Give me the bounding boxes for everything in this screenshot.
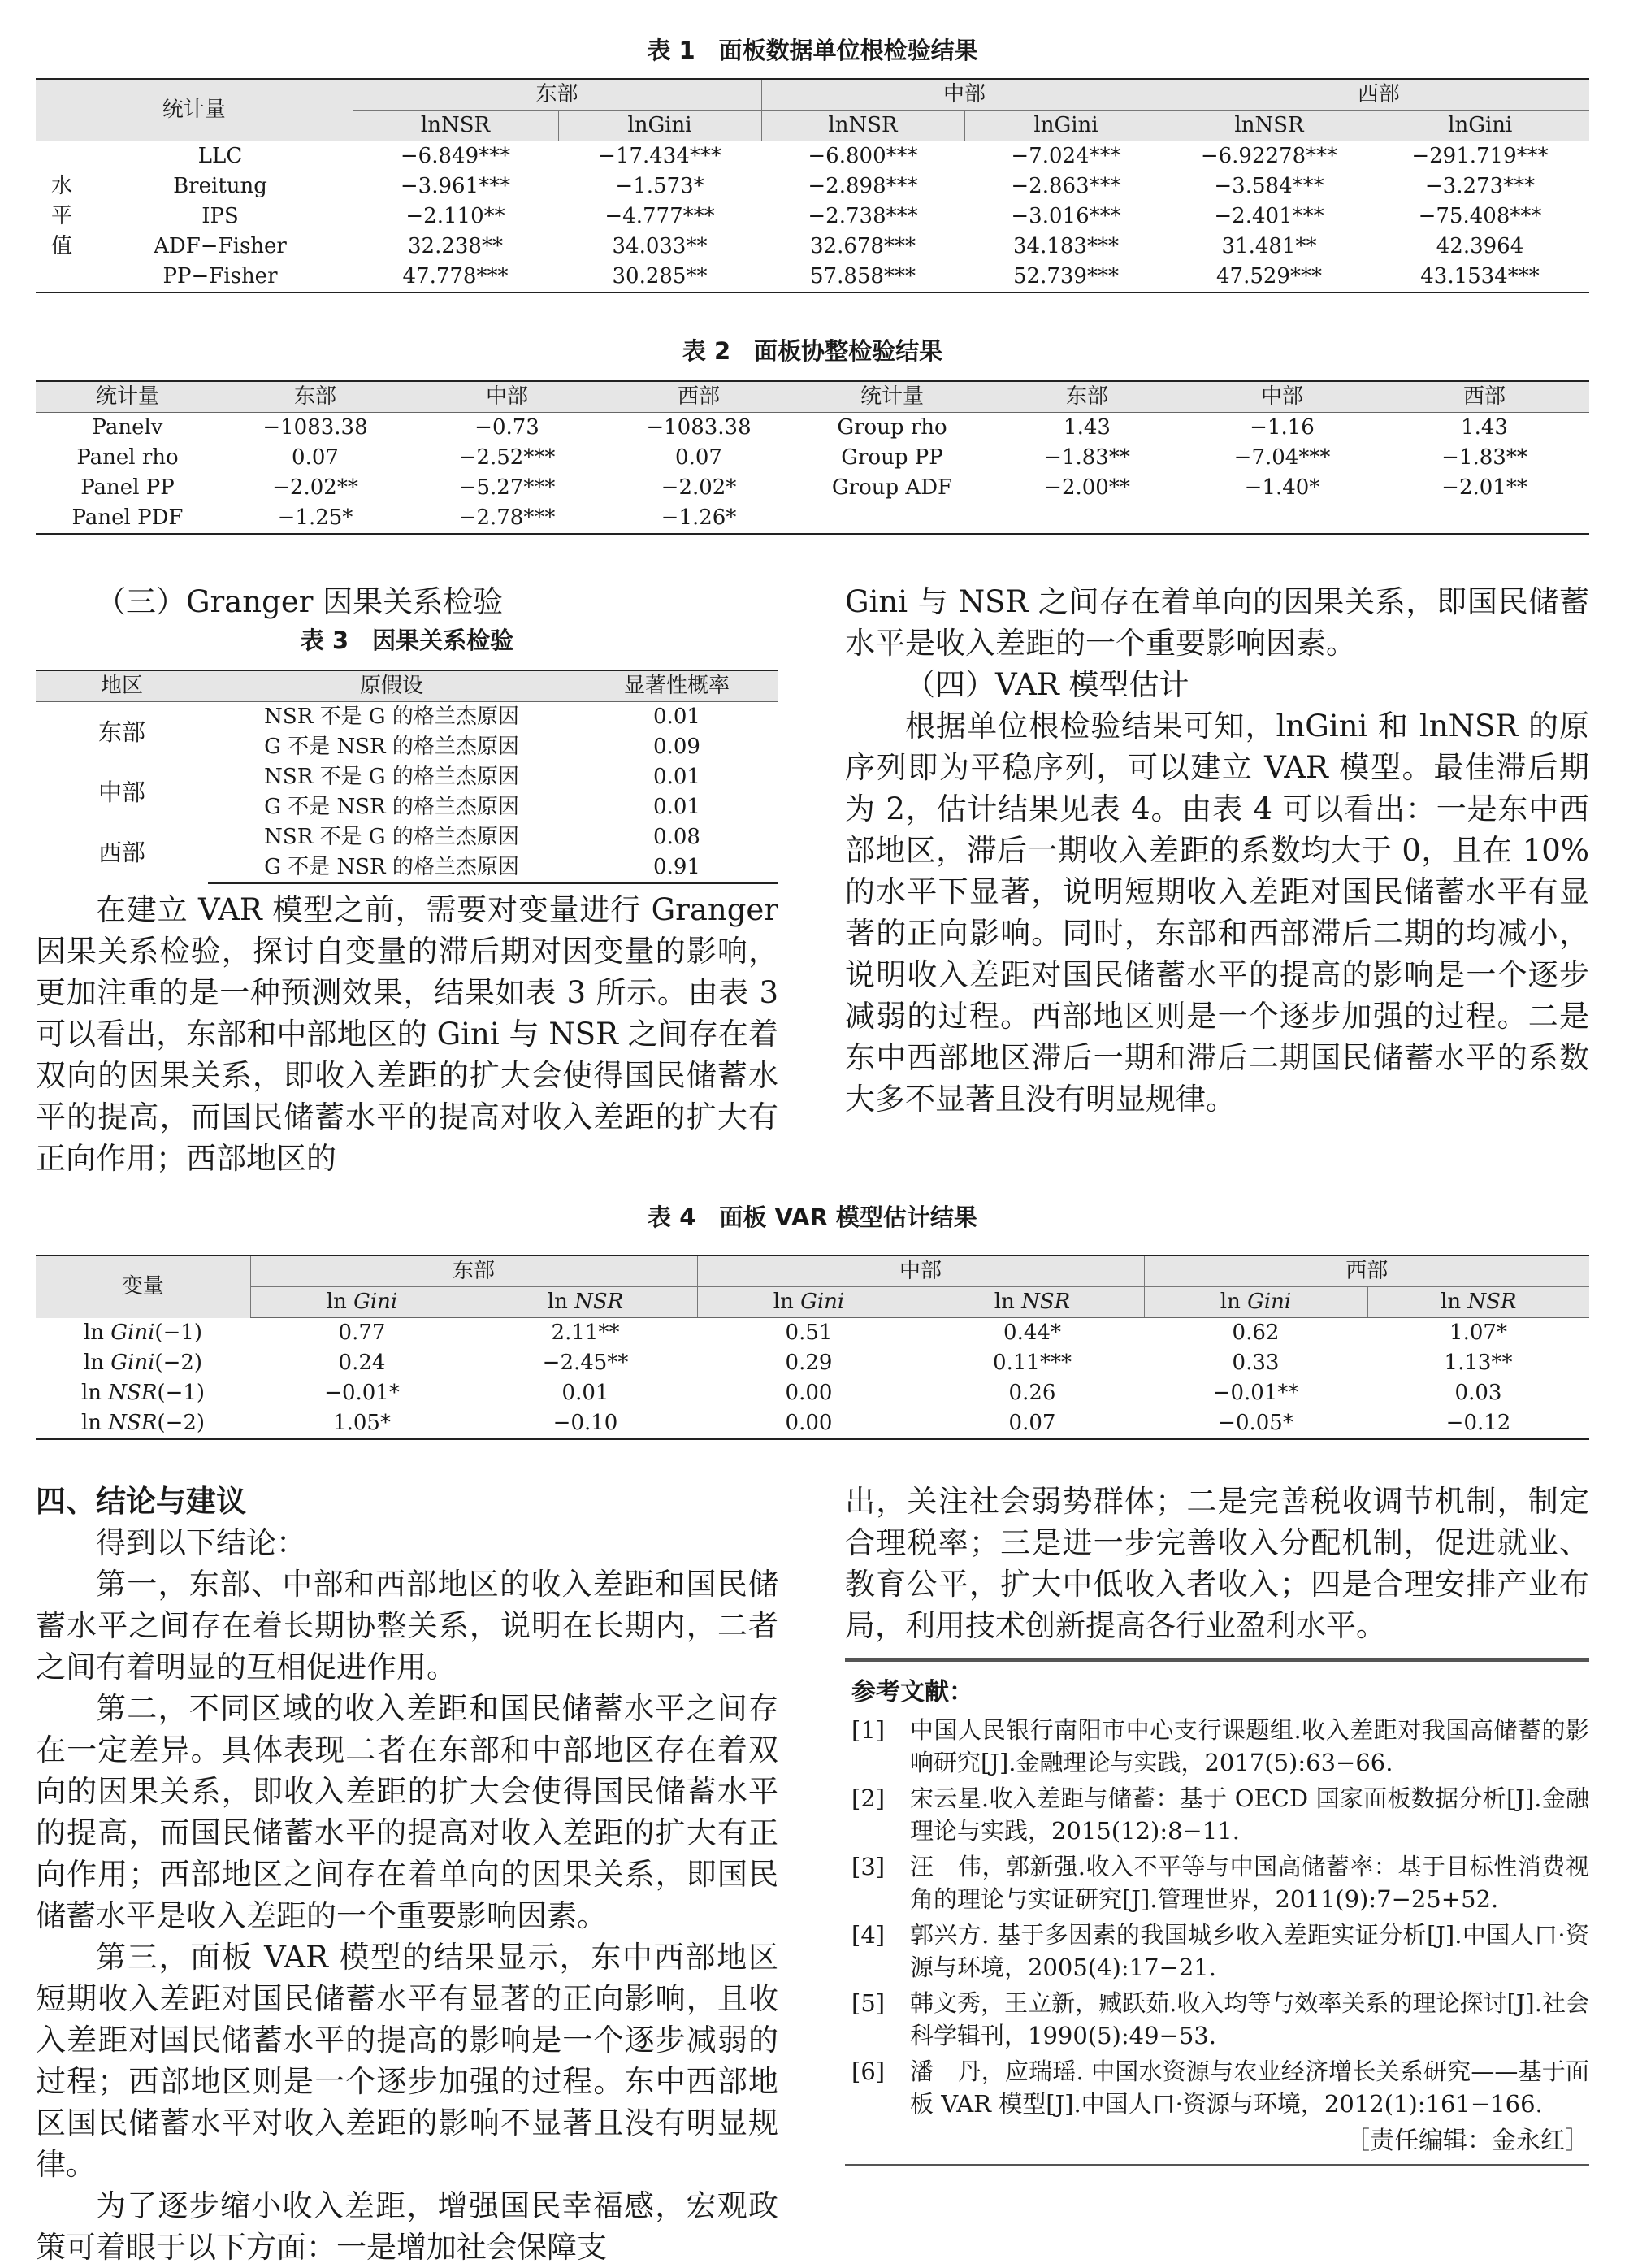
table-cell: −4.777*** [604, 204, 715, 228]
table-cell: Panel PDF [36, 503, 219, 534]
left-column-upper [36, 581, 778, 1179]
table-row [36, 141, 1589, 172]
table-row [36, 443, 1589, 473]
ln-prefix: ln [1220, 1290, 1248, 1314]
table-row [36, 262, 1589, 293]
table-row [36, 473, 1589, 503]
table-row [36, 702, 778, 733]
table1-side-label: 水 [50, 174, 72, 198]
table-cell: 2.11** [551, 1320, 620, 1345]
table-cell [795, 503, 990, 534]
table1-row-name: LLC [197, 143, 243, 168]
table-cell: −3.584*** [1214, 174, 1324, 198]
table4-var [1144, 1287, 1367, 1318]
reference-item [852, 2055, 1589, 2120]
table4-caption: 表 4 面板 VAR 模型估计结果 [648, 1203, 977, 1231]
ln-prefix: ln [83, 1351, 111, 1375]
table-cell: 0.09 [653, 735, 700, 759]
table-cell: 42.3964 [1436, 234, 1524, 258]
table1-row-name: Breitung [173, 174, 267, 198]
reference-number: [2] [852, 1784, 886, 1812]
table-cell: NSR 不是 G 的格兰杰原因 [264, 825, 519, 849]
table-cell: 0.03 [1454, 1381, 1502, 1405]
table-cell: 0.33 [1232, 1351, 1280, 1375]
table2-header: 统计量 [36, 381, 219, 413]
table-cell: −2.01** [1441, 475, 1528, 500]
table4-row-name [36, 1318, 250, 1349]
paragraph: 在建立 VAR 模型之前，需要对变量进行 Granger 因果关系检验，探讨自变量的滞后期对因变量的影响，更加注重的是一种预测效果，结果如表 3 所示。由表 3 可以看出，东部和中部地区的 Gini 与 NSR 之间存在着双向的因果关系，即收入差距的扩大会使得国民储蓄水平的提高，而国民储蓄水平的提高对收入差距的扩大有正向作用；西部地区的 [36, 892, 778, 1176]
table-cell: NSR 不是 G 的格兰杰原因 [264, 705, 519, 729]
right-column-lower [845, 1481, 1589, 2166]
table1-region: 西部 [1168, 79, 1589, 111]
ln-prefix: ln [547, 1290, 575, 1314]
paragraph: 为了逐步缩小收入差距，增强国民幸福感，宏观政策可着眼于以下方面：一是增加社会保障支 [36, 2188, 778, 2265]
table1-region: 中部 [761, 79, 1168, 111]
table3-region: 东部 [98, 718, 145, 746]
ln-prefix: ln [80, 1411, 109, 1435]
var-name: NSR [574, 1290, 624, 1314]
table-cell [1185, 503, 1380, 534]
table-cell: −3.273*** [1424, 174, 1536, 198]
table-cell: G 不是 NSR 的格兰杰原因 [264, 735, 519, 759]
table-cell: −2.78*** [411, 503, 603, 534]
table-cell: 0.01 [653, 705, 700, 729]
table1-stat-header: 统计量 [36, 79, 353, 141]
table-cell: 0.00 [697, 1408, 921, 1439]
var-name: NSR [1467, 1290, 1517, 1314]
table-cell: −2.02* [661, 475, 737, 500]
table-cell: 0.77 [338, 1320, 386, 1345]
table4-region: 东部 [250, 1255, 697, 1287]
table-cell: −75.408*** [1418, 204, 1542, 228]
table-cell: −2.898*** [808, 174, 918, 198]
table-cell: 31.481** [1221, 234, 1317, 258]
table-cell: −1.26* [603, 503, 795, 534]
table-cell: 0.29 [785, 1351, 833, 1375]
reference-text: 汪 伟，郭新强.收入不平等与中国高储蓄率：基于目标性消费视角的理论与实证研究[J].管理世界，2011(9):7−25+52. [910, 1853, 1589, 1913]
table3-region: 西部 [98, 839, 145, 866]
table1-row-name: ADF−Fisher [154, 234, 287, 258]
table-row [36, 1378, 1589, 1408]
reference-text: 宋云星.收入差距与储蓄：基于 OECD 国家面板数据分析[J].金融理论与实践，2015(12):8−11. [910, 1784, 1589, 1845]
table-cell: G 不是 NSR 的格兰杰原因 [208, 852, 575, 883]
table-cell: 0.01 [561, 1381, 609, 1405]
table2 [36, 380, 1589, 535]
table-cell: −1.16 [1250, 415, 1315, 440]
table-row [36, 822, 778, 852]
paragraph: 根据单位根检验结果可知，lnGini 和 lnNSR 的原序列即为平稳序列，可以建立 VAR 模型。最佳滞后期为 2，估计结果见表 4。由表 4 可以看出：一是东中西部地区，滞后一期收入差距的系数均大于 0，且在 10%的水平下显著，说明短期收入差距对国民储蓄水平有显著的正向影响。同时，东部和西部滞后二期的均减小，说明收入差距对国民储蓄水平的提高的影响是一个逐步减弱的过程。西部地区则是一个逐步加强的过程。二是东中西部地区滞后一期和滞后二期国民储蓄水平的系数大多不显著且没有明显规律。 [845, 709, 1589, 1117]
table-cell: 0.07 [292, 445, 339, 470]
table3-region: 中部 [98, 778, 145, 806]
lag: (−1) [154, 1320, 203, 1345]
table-cell: 0.01 [653, 795, 700, 819]
table-cell: 0.08 [653, 825, 700, 849]
table2-header: 中部 [411, 381, 603, 413]
table-cell: 43.1534*** [1371, 262, 1589, 293]
table-cell: −1083.38 [262, 415, 368, 440]
table-cell: −1.40* [1244, 475, 1320, 500]
var-name: Gini [353, 1290, 398, 1314]
table4-row-name [36, 1408, 250, 1439]
table-cell: Group rho [837, 415, 947, 440]
table-cell: −17.434*** [598, 144, 722, 168]
table1-row-name: IPS [202, 204, 239, 228]
references-rule [845, 1658, 1589, 1662]
lag: (−2) [154, 1351, 203, 1375]
table1 [36, 78, 1589, 293]
table2-header: 西部 [603, 381, 795, 413]
table-cell: Panelv [92, 415, 163, 440]
table-cell: 0.91 [575, 852, 778, 883]
var-name: Gini [110, 1351, 155, 1375]
table1-var: lnNSR [761, 111, 964, 141]
table-row [36, 171, 1589, 202]
table4-region: 中部 [697, 1255, 1144, 1287]
table-cell: 47.778*** [353, 262, 558, 293]
paragraph: Gini 与 NSR 之间存在着单向的因果关系，即国民储蓄水平是收入差距的一个重要影响因素。 [845, 584, 1589, 661]
table-row [36, 1318, 1589, 1349]
table4-region: 西部 [1144, 1255, 1589, 1287]
ln-prefix: ln [1441, 1290, 1468, 1314]
table4-row-name [36, 1378, 250, 1408]
paragraph: 出，关注社会弱势群体；二是完善税收调节机制，制定合理税率；三是进一步完善收入分配机制，促进就业、教育公平，扩大中低收入者收入；四是合理安排产业布局，利用技术创新提高各行业盈利水平。 [845, 1484, 1589, 1643]
conclusion-title: 四、结论与建议 [36, 1484, 246, 1519]
table-cell: −7.024*** [1011, 144, 1121, 168]
table-cell: −0.10 [474, 1408, 697, 1439]
reference-number: [4] [852, 1921, 886, 1949]
reference-item [852, 1782, 1589, 1847]
table-cell: NSR 不是 G 的格兰杰原因 [264, 765, 519, 789]
table-cell: −2.52*** [458, 445, 556, 470]
table-cell: −1.83** [1044, 445, 1130, 470]
references [845, 1676, 1589, 2157]
table-cell: 1.43 [1064, 415, 1111, 440]
var-name: NSR [108, 1381, 158, 1405]
table1-var: lnGini [558, 111, 761, 141]
table-cell: Panel rho [76, 445, 179, 470]
reference-item [852, 1714, 1589, 1779]
table-cell [990, 503, 1185, 534]
table3-header: 地区 [36, 670, 208, 702]
table3 [36, 670, 778, 884]
table-cell: −0.01** [1212, 1381, 1299, 1405]
table-cell: 0.01 [653, 765, 700, 789]
table-row [36, 413, 1589, 444]
table-cell: −2.45** [542, 1351, 629, 1375]
table-cell: G 不是 NSR 的格兰杰原因 [264, 795, 519, 819]
lag: (−1) [157, 1381, 206, 1405]
table4-var [474, 1287, 697, 1318]
reference-text: 中国人民银行南阳市中心支行课题组.收入差距对我国高储蓄的影响研究[J].金融理论与实践，2017(5):63−66. [910, 1716, 1589, 1776]
table-cell: −2.401*** [1214, 204, 1324, 228]
table4-var [921, 1287, 1144, 1318]
table-row [36, 1408, 1589, 1439]
table-cell: −0.01* [324, 1381, 400, 1405]
paragraph: 得到以下结论： [96, 1525, 306, 1560]
table1-var: lnNSR [1168, 111, 1371, 141]
var-name: Gini [1247, 1290, 1292, 1314]
table1-var: lnGini [1371, 111, 1589, 141]
table1-side-label: 值 [50, 234, 72, 258]
table-cell: 0.11*** [993, 1351, 1072, 1375]
table2-header: 东部 [219, 381, 411, 413]
page [36, 33, 1589, 2265]
reference-text: 潘 丹，应瑞瑶. 中国水资源与农业经济增长关系研究——基于面板 VAR 模型[J].中国人口·资源与环境，2012(1):161−166. [910, 2058, 1589, 2118]
table-cell: 1.13** [1444, 1351, 1513, 1375]
paragraph: 第一，东部、中部和西部地区的收入差距和国民储蓄水平之间存在着长期协整关系，说明在长期内，二者之间有着明显的互相促进作用。 [36, 1567, 778, 1685]
table2-header: 中部 [1185, 381, 1380, 413]
table-cell: −2.738*** [808, 204, 918, 228]
table-cell: 0.07 [675, 445, 722, 470]
table4-var [697, 1287, 921, 1318]
table-cell: −7.04*** [1233, 445, 1331, 470]
table-cell: −3.016*** [1011, 204, 1121, 228]
reference-number: [5] [852, 1989, 886, 2017]
table-cell: 34.183*** [1013, 234, 1119, 258]
ln-prefix: ln [83, 1320, 111, 1345]
table4-var-header: 变量 [36, 1255, 250, 1318]
table-cell: −6.800*** [808, 144, 918, 168]
table3-header: 显著性概率 [575, 670, 778, 702]
table-cell: −0.12 [1367, 1408, 1589, 1439]
ln-prefix: ln [994, 1290, 1022, 1314]
table-cell: 0.62 [1232, 1320, 1280, 1345]
table-cell [1380, 503, 1589, 534]
table1-side-label: 平 [50, 204, 72, 228]
table-cell: 57.858*** [761, 262, 964, 293]
table-cell: Panel PP [80, 475, 175, 500]
table-cell: 1.05* [250, 1408, 474, 1439]
right-column-upper [845, 581, 1589, 1120]
table-cell: −1.25* [219, 503, 411, 534]
section4-title: （四）VAR 模型估计 [905, 667, 1190, 702]
reference-number: [1] [852, 1716, 886, 1744]
table-cell: 32.238** [408, 234, 503, 258]
table-cell: 1.43 [1461, 415, 1508, 440]
table-cell: 0.44* [1003, 1320, 1061, 1345]
ln-prefix: ln [80, 1381, 109, 1405]
var-name: Gini [800, 1290, 845, 1314]
editor-note: ［责任编辑：金永红］ [1346, 2127, 1589, 2155]
table-row [36, 1348, 1589, 1378]
table-row [36, 202, 1589, 232]
table3-header: 原假设 [208, 670, 575, 702]
table-cell: 47.529*** [1168, 262, 1371, 293]
table-cell: −5.27*** [458, 475, 556, 500]
table-cell: −1083.38 [646, 415, 752, 440]
table3-caption: 表 3 因果关系检验 [300, 627, 514, 654]
table-cell: Group PP [841, 445, 943, 470]
table-cell: −291.719*** [1411, 144, 1549, 168]
table2-header: 统计量 [795, 381, 990, 413]
table4-var [1367, 1287, 1589, 1318]
reference-text: 郭兴方. 基于多因素的我国城乡收入差距实证分析[J].中国人口·资源与环境，2005(4):17−21. [910, 1921, 1589, 1981]
table2-header: 东部 [990, 381, 1185, 413]
table4-row-name [36, 1348, 250, 1378]
var-name: Gini [110, 1320, 155, 1345]
reference-number: [6] [852, 2058, 886, 2085]
table-cell: 0.51 [785, 1320, 833, 1345]
table-cell: −1.83** [1441, 445, 1528, 470]
table-cell: 52.739*** [964, 262, 1168, 293]
table-cell: 30.285** [558, 262, 761, 293]
reference-item [852, 1850, 1589, 1915]
var-name: NSR [108, 1411, 158, 1435]
ln-prefix: ln [326, 1290, 354, 1314]
var-name: NSR [1021, 1290, 1071, 1314]
table-row [36, 503, 1589, 534]
table-cell: −1.573* [615, 174, 704, 198]
table2-header: 西部 [1380, 381, 1589, 413]
table1-var: lnNSR [353, 111, 558, 141]
table-cell: 0.00 [785, 1381, 833, 1405]
table-cell: 0.07 [921, 1408, 1144, 1439]
table-cell: 32.678*** [810, 234, 916, 258]
table-cell: 0.26 [1008, 1381, 1056, 1405]
table-cell: −6.849*** [400, 144, 511, 168]
table4-var [250, 1287, 474, 1318]
table1-row-name: PP−Fisher [88, 262, 353, 293]
table1-region: 东部 [353, 79, 761, 111]
references-title: 参考文献： [852, 1678, 973, 1706]
table1-caption: 表 1 面板数据单位根检验结果 [647, 37, 978, 64]
table-cell: 0.24 [338, 1351, 386, 1375]
table-cell: Group ADF [831, 475, 953, 500]
table-cell: −2.863*** [1011, 174, 1121, 198]
table-cell: −2.00** [1044, 475, 1130, 500]
table-cell: 1.07* [1450, 1320, 1507, 1345]
bottom-rule [845, 2164, 1589, 2166]
table4 [36, 1255, 1589, 1440]
table-row [36, 762, 778, 792]
paragraph: 第三，面板 VAR 模型的结果显示，东中西部地区短期收入差距对国民储蓄水平有显著的正向影响，且收入差距对国民储蓄水平的提高的影响是一个逐步减弱的过程；西部地区则是一个逐步加强的过程。东中西部地区国民储蓄水平对收入差距的影响不显著且没有明显规律。 [36, 1940, 778, 2182]
reference-item [852, 1987, 1589, 2052]
reference-item [852, 1919, 1589, 1984]
table-cell: −2.02** [272, 475, 358, 500]
table-row [36, 232, 1589, 262]
table-cell: −0.73 [474, 415, 540, 440]
table-cell: −6.92278*** [1200, 144, 1338, 168]
reference-number: [3] [852, 1853, 886, 1880]
table-cell: 34.033** [612, 234, 708, 258]
ln-prefix: ln [773, 1290, 801, 1314]
table-cell: −3.961*** [400, 174, 511, 198]
section3-title: （三）Granger 因果关系检验 [96, 584, 504, 619]
paragraph: 第二，不同区域的收入差距和国民储蓄水平之间存在一定差异。具体表现二者在东部和中部地区存在着双向的因果关系，即收入差距的扩大会使得国民储蓄水平的提高，而国民储蓄水平的提高对收入差距的扩大有正向作用；西部地区之间存在着单向的因果关系，即国民储蓄水平是收入差距的一个重要影响因素。 [36, 1691, 778, 1933]
table1-var: lnGini [964, 111, 1168, 141]
table-cell: −2.110** [405, 204, 505, 228]
reference-text: 韩文秀，王立新，臧跃茹.收入均等与效率关系的理论探讨[J].社会科学辑刊，1990(5):49−53. [910, 1989, 1589, 2049]
lag: (−2) [157, 1411, 206, 1435]
left-column-lower [36, 1481, 778, 2268]
table-cell: −0.05* [1144, 1408, 1367, 1439]
table2-caption: 表 2 面板协整检验结果 [682, 337, 943, 365]
